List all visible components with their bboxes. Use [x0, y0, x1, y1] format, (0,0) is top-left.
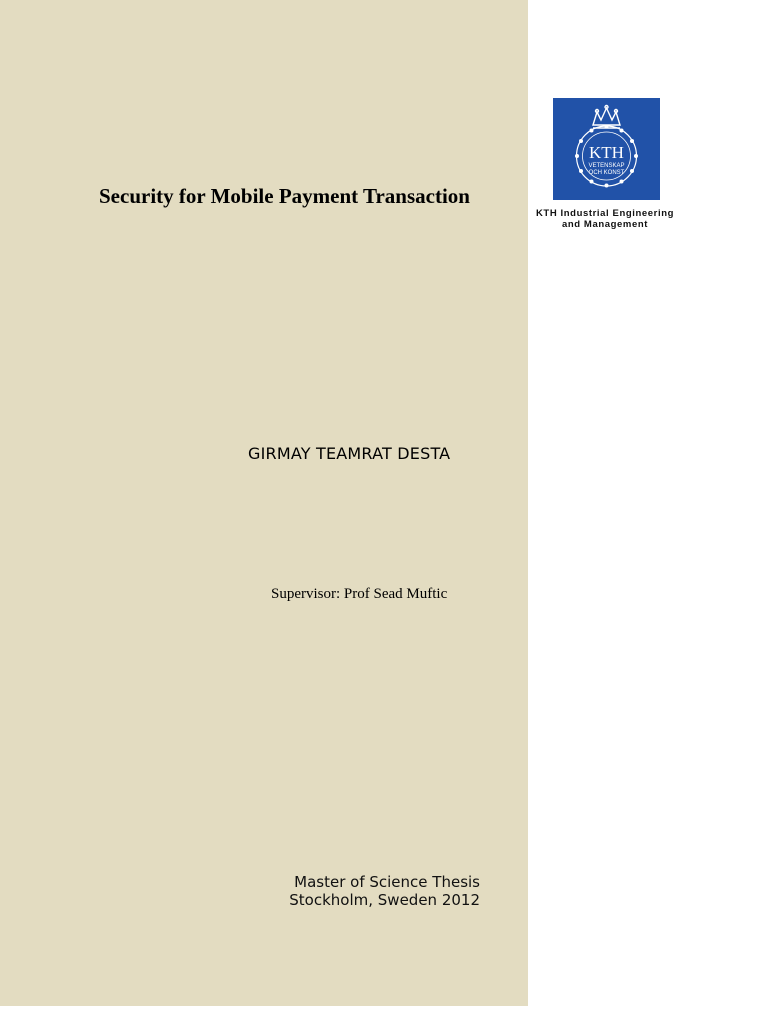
author-name: GIRMAY TEAMRAT DESTA — [248, 444, 451, 463]
logo-caption-line1: KTH Industrial Engineering — [535, 208, 675, 219]
kth-logo — [553, 98, 660, 200]
kth-seal-icon — [553, 98, 660, 200]
supervisor-line: Supervisor: Prof Sead Muftic — [271, 586, 448, 602]
logo-motto-line1: VETENSKAP — [588, 163, 625, 169]
place-year: Stockholm, Sweden 2012 — [289, 891, 480, 909]
logo-caption — [530, 208, 680, 230]
thesis-type: Master of Science Thesis — [294, 873, 480, 891]
logo-monogram: KTH — [589, 143, 624, 162]
logo-motto-line2: OCH KONST — [588, 170, 625, 176]
thesis-info — [289, 873, 480, 909]
logo-caption-line2: and Management — [562, 219, 648, 230]
thesis-title: Security for Mobile Payment Transaction — [99, 184, 470, 208]
